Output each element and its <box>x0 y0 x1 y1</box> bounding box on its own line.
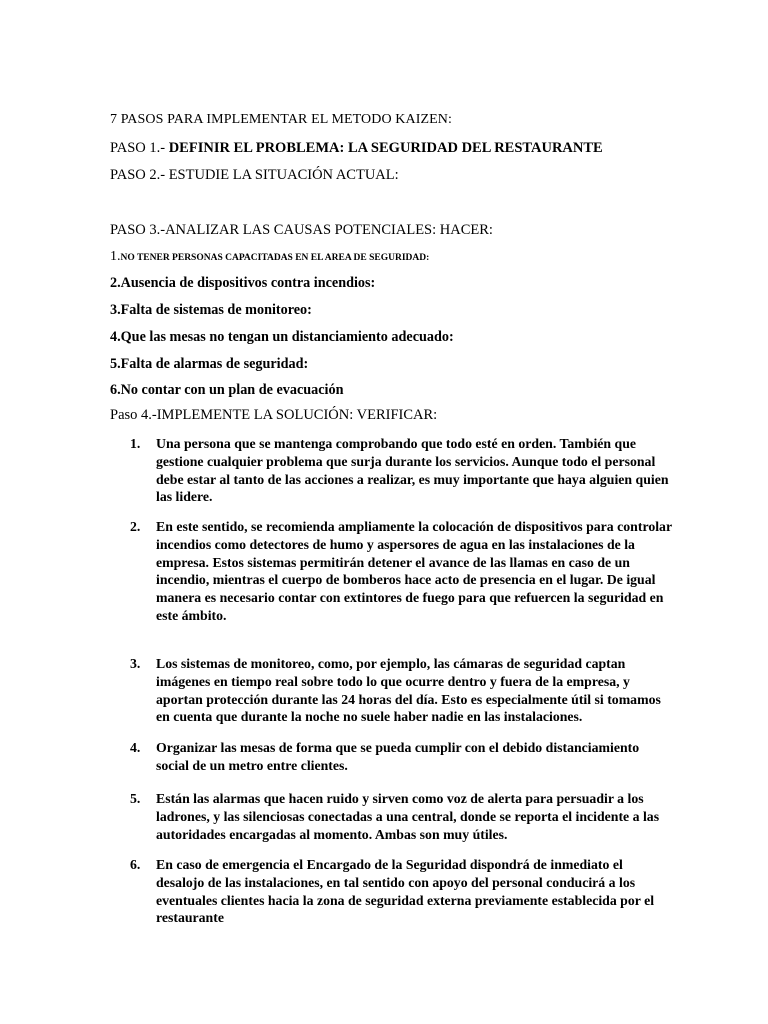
cause-1-text: NO TENER PERSONAS CAPACITADAS EN EL AREA DE SEGURIDAD: <box>120 253 430 263</box>
solution-text: En este sentido, se recomienda ampliamente la colocación de dispositivos para controlar incendios como detectores de humo y aspersores de agua en las instalaciones de la empresa. Estos sistemas permitirán detener el avance de las llamas en caso de un incendio, mientras el cuerpo de bomberos hace acto de presencia en el lugar. De igual manera es necesario contar con extintores de fuego para que refuercen la seguridad en este ámbito. <box>156 519 672 623</box>
cause-5: 5.Falta de alarmas de seguridad: <box>110 356 309 372</box>
step-1 <box>110 140 603 157</box>
step-2: PASO 2.- ESTUDIE LA SITUACIÓN ACTUAL: <box>110 167 399 183</box>
step-1-prefix: PASO 1.- <box>110 140 169 156</box>
cause-6: 6.No contar con un plan de evacuación <box>110 382 344 398</box>
solution-number: 5. <box>130 791 141 806</box>
solution-text: En caso de emergencia el Encargado de la Seguridad dispondrá de inmediato el desalojo de las instalaciones, en tal sentido con apoyo del personal conducirá a los eventuales clientes hacia la zona de seguridad externa previamente establecida por el restaurante <box>156 857 655 926</box>
solution-text: Una persona que se mantenga comprobando que todo esté en orden. También que gestione cualquier problema que surja durante los servicios. Aunque todo el personal debe estar al tanto de las acciones a realizar, es muy importante que haya alguien quien las lidere. <box>156 436 669 505</box>
step-3: PASO 3.-ANALIZAR LAS CAUSAS POTENCIALES: HACER: <box>110 222 493 238</box>
solution-text: Están las alarmas que hacen ruido y sirven como voz de alerta para persuadir a los ladrones, y las silenciosas conectadas a una central, donde se reporta el incidente a las autoridades encargadas al momento. Ambas son muy útiles. <box>156 791 660 842</box>
solution-number: 6. <box>130 857 141 872</box>
cause-1 <box>110 249 429 265</box>
step-4: Paso 4.-IMPLEMENTE LA SOLUCIÓN: VERIFICAR: <box>110 407 438 423</box>
cause-4: 4.Que las mesas no tengan un distanciamiento adecuado: <box>110 329 454 345</box>
step-1-text: DEFINIR EL PROBLEMA: LA SEGURIDAD DEL RESTAURANTE <box>168 140 603 156</box>
solution-text: Organizar las mesas de forma que se pueda cumplir con el debido distanciamiento social de un metro entre clientes. <box>156 740 640 773</box>
cause-3: 3.Falta de sistemas de monitoreo: <box>110 302 312 318</box>
document-title: 7 PASOS PARA IMPLEMENTAR EL METODO KAIZEN: <box>110 112 452 127</box>
solution-text: Los sistemas de monitoreo, como, por ejemplo, las cámaras de seguridad captan imágenes en tiempo real sobre todo lo que ocurre dentro y fuera de la empresa, y aportan protección durante las 24 horas del día. Esto es especialmente útil si tomamos en cuenta que durante la noche no suele haber nadie en las instalaciones. <box>156 656 661 725</box>
solution-number: 1. <box>130 436 141 451</box>
cause-1-number: 1. <box>110 249 121 264</box>
solution-number: 3. <box>130 656 141 671</box>
solution-number: 4. <box>130 740 141 755</box>
solution-number: 2. <box>130 519 141 534</box>
cause-2: 2.Ausencia de dispositivos contra incendios: <box>110 275 376 291</box>
